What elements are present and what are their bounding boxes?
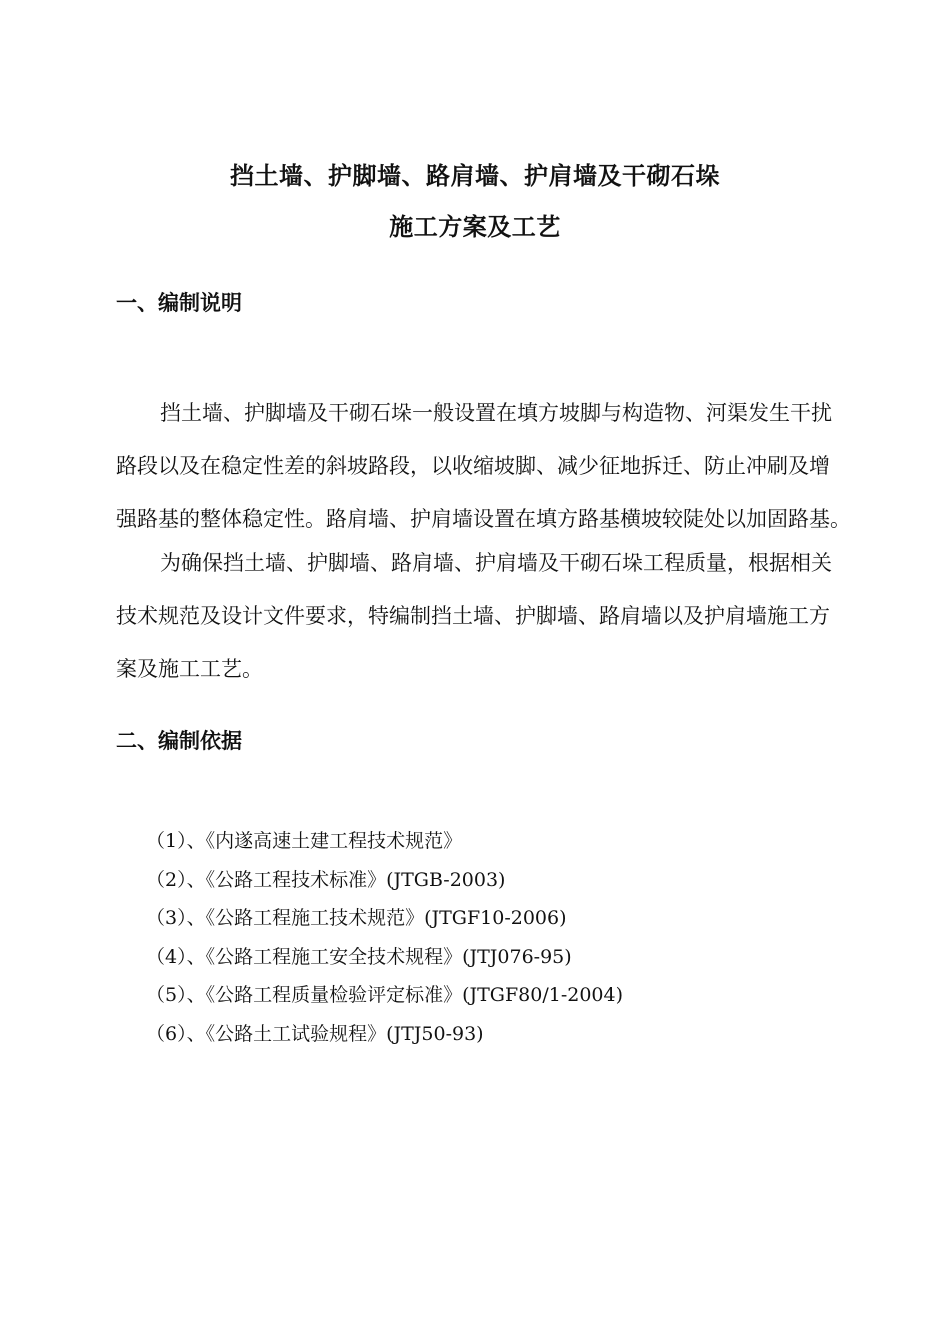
reference-item: （5）、《公路工程质量检验评定标准》(JTGF80/1-2004) xyxy=(146,984,624,1007)
paragraph-purpose xyxy=(116,387,896,546)
paragraph-line: 强路基的整体稳定性。路肩墙、护肩墙设置在填方路基横坡较陡处以加固路基。 xyxy=(116,507,851,531)
section-heading-compilation-notes: 一、编制说明 xyxy=(116,291,242,315)
paragraph-line: 为确保挡土墙、护脚墙、路肩墙、护肩墙及干砌石垛工程质量，根据相关 xyxy=(160,551,832,575)
paragraph-line: 技术规范及设计文件要求，特编制挡土墙、护脚墙、路肩墙以及护肩墙施工方 xyxy=(116,604,830,628)
document-title-line-2: 施工方案及工艺 xyxy=(389,213,561,241)
paragraph-line: 路段以及在稳定性差的斜坡路段，以收缩坡脚、减少征地拆迁、防止冲刷及增 xyxy=(116,454,830,478)
document-title-line-1: 挡土墙、护脚墙、路肩墙、护肩墙及干砌石垛 xyxy=(230,162,720,190)
reference-list xyxy=(146,822,623,1054)
paragraph-line: 案及施工工艺。 xyxy=(116,657,263,681)
paragraph-line: 挡土墙、护脚墙及干砌石垛一般设置在填方坡脚与构造物、河渠发生干扰 xyxy=(160,401,832,425)
reference-item: （1）、《内遂高速土建工程技术规范》 xyxy=(146,830,463,852)
reference-item: （6）、《公路土工试验规程》(JTJ50-93) xyxy=(146,1022,484,1045)
paragraph-scope xyxy=(116,537,896,696)
section-heading-compilation-basis: 二、编制依据 xyxy=(116,729,242,753)
reference-item: （3）、《公路工程施工技术规范》(JTGF10-2006) xyxy=(146,907,567,930)
reference-item: （2）、《公路工程技术标准》(JTGB-2003) xyxy=(146,868,506,891)
reference-item: （4）、《公路工程施工安全技术规程》(JTJ076-95) xyxy=(146,945,572,968)
